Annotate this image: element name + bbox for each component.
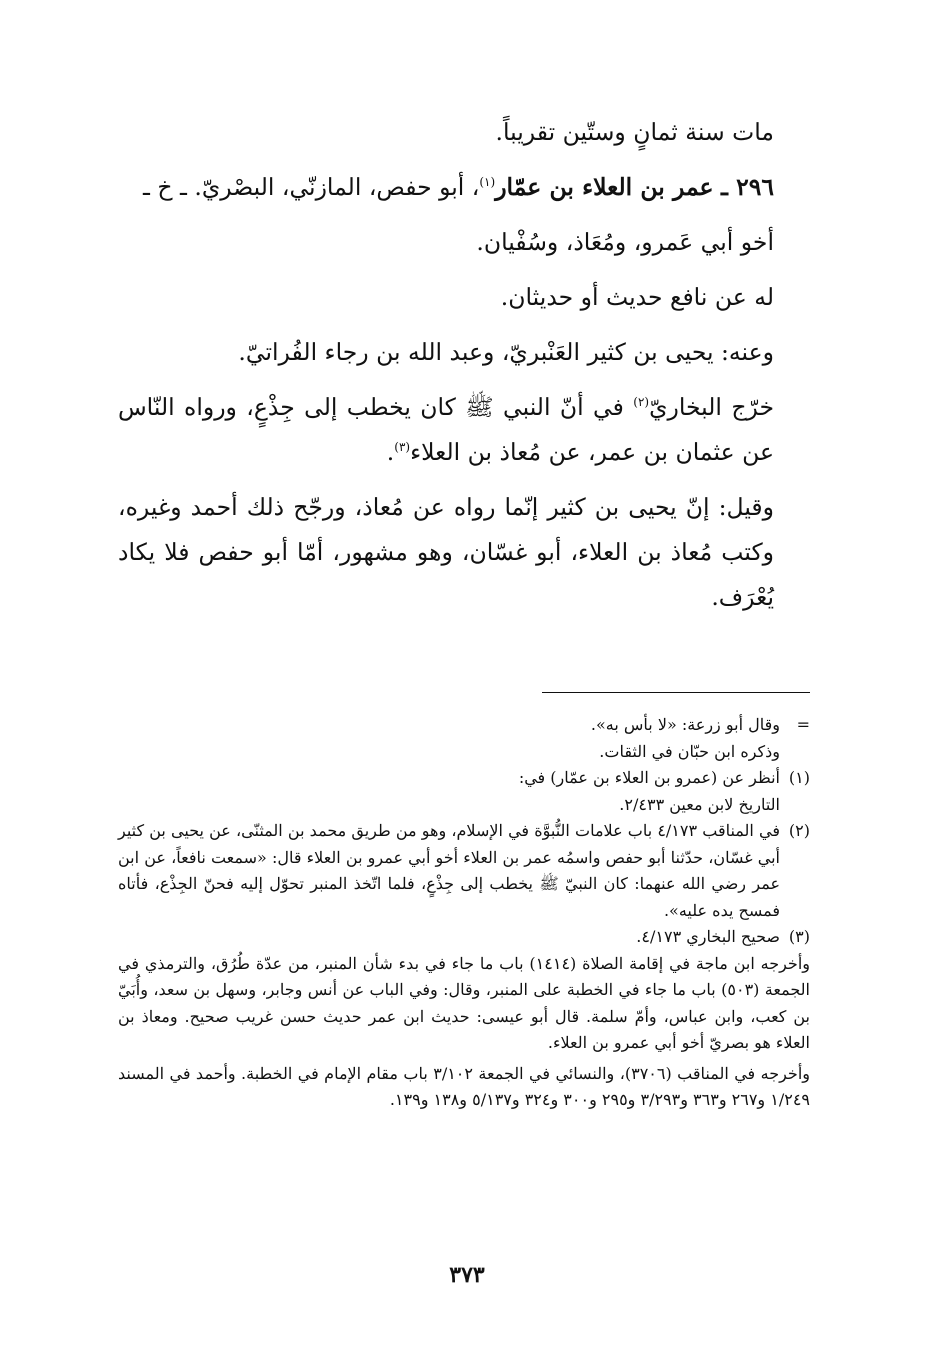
footnote-text: في المناقب ٤/١٧٣ باب علامات النُّبوَّة في الإسلام، وهو من طريق محمد بن المثنّى، عن يحيى بن كثير أبي غسّان، حدّثنا أبو حفص واسمُه عمر بن العلاء أخو أبي عمرو بن العلاء قال: «سمعت نافعاً، عن ابن عمر رضي الله عنهما: كان النبيّ ﷺ يخطب إلى جِذْعٍ، فلما اتّخذ المنبر تحوّل إليه فحنّ الجِذْع، فأتاه فمسح يده عليه». bbox=[118, 821, 780, 920]
death-line: مات سنة ثمانٍ وستّين تقريباً. bbox=[495, 118, 774, 146]
main-text bbox=[118, 110, 810, 620]
students-line: وعنه: يحيى بن كثير العَنْبريّ، وعبد الله بن رجاء الفُراتيّ. bbox=[238, 338, 774, 366]
footnotes bbox=[118, 712, 810, 1114]
entry-kunya-nisba: ، أبو حفص، المازنّي، البصْريّ. ـ خ ـ bbox=[143, 173, 480, 201]
footnote-continuation bbox=[118, 712, 810, 765]
continuation-line: وذكره ابن حبّان في الثقات. bbox=[599, 741, 780, 761]
entry-name: عمر بن العلاء بن عمّار bbox=[495, 173, 714, 201]
hadith-count-line: له عن نافع حديث أو حديثان. bbox=[500, 283, 774, 311]
page-number: ٣٧٣ bbox=[449, 1262, 485, 1288]
footnote-number: (٣) bbox=[788, 927, 810, 946]
footnote-3-paragraph: وأخرجه ابن ماجة في إقامة الصلاة (١٤١٤) باب ما جاء في بدء شأن المنبر، من عدّة طُرُق، والترمذي في الجمعة (٥٠٣) باب ما جاء في الخطبة على المنبر، وقال: وفي الباب عن أنس وجابر، وسهل بن سعد، وأُبَيّ بن كعب، وابن عباس، وأمّ سلمة. قال أبو عيسى: حديث ابن عمر حديث حسن غريب صحيح. ومعاذ بن العلاء هو بصريّ أخو أبي عمرو بن العلاء. bbox=[118, 953, 810, 1052]
footnote-text: التاريخ لابن معين ٢/٤٣٣. bbox=[619, 794, 780, 814]
footnote-2 bbox=[118, 818, 810, 924]
footnote-3-paragraph: وأخرجه في المناقب (٣٧٠٦)، والنسائي في الجمعة ٣/١٠٢ باب مقام الإمام في الخطبة. وأحمد في المسند ١/٢٤٩ و٢٦٧ و٣٦٣ و٣/٢٩٣ و٢٩٥ و٣٠٠ و٣٢٤ و٥/١٣٧ و١٣٨ و١٣٩. bbox=[118, 1063, 810, 1109]
said-paragraph: وقيل: إنّ يحيى بن كثير إنّما رواه عن مُعاذ، ورجّح ذلك أحمد وغيره، وكتب مُعاذ بن العلاء، أبو غسّان، وهو مشهور، أمّا أبو حفص فلا يكاد يُعْرَف. bbox=[118, 493, 774, 611]
bukhari-text-a: خرّج البخاريّ bbox=[649, 393, 774, 421]
biography-entry-heading bbox=[118, 165, 810, 210]
footnote-ref-2[interactable]: (٢) bbox=[633, 395, 650, 410]
footnote-number: (١) bbox=[788, 768, 810, 787]
footnote-1 bbox=[118, 765, 810, 818]
footnote-number: (٢) bbox=[788, 821, 810, 840]
footnote-text: صحيح البخاري ٤/١٧٣. bbox=[636, 927, 780, 946]
footnote-text: أنظر عن (عمرو بن العلاء بن عمّار) في: bbox=[518, 768, 780, 787]
continuation-line: وقال أبو زرعة: «لا بأس به». bbox=[590, 715, 780, 734]
bukhari-text-c: . bbox=[386, 438, 395, 466]
bukhari-text-b: في أنّ النبي ﷺ كان يخطب إلى جِذْعٍ، ورواه النّاس عن عثمان بن عمر، عن مُعاذ بن العلاء bbox=[118, 393, 774, 466]
bukhari-paragraph bbox=[118, 385, 810, 475]
footnote-3 bbox=[118, 924, 810, 951]
continuation-marker: = bbox=[796, 715, 810, 734]
footnote-separator bbox=[542, 692, 810, 693]
brothers-line: أخو أبي عَمرو، ومُعَاذ، وسُفْيان. bbox=[476, 228, 774, 256]
entry-number: ٢٩٦ ـ bbox=[721, 173, 774, 201]
footnote-ref-3[interactable]: (٣) bbox=[394, 440, 411, 455]
footnote-ref-1[interactable]: (١) bbox=[479, 175, 496, 190]
